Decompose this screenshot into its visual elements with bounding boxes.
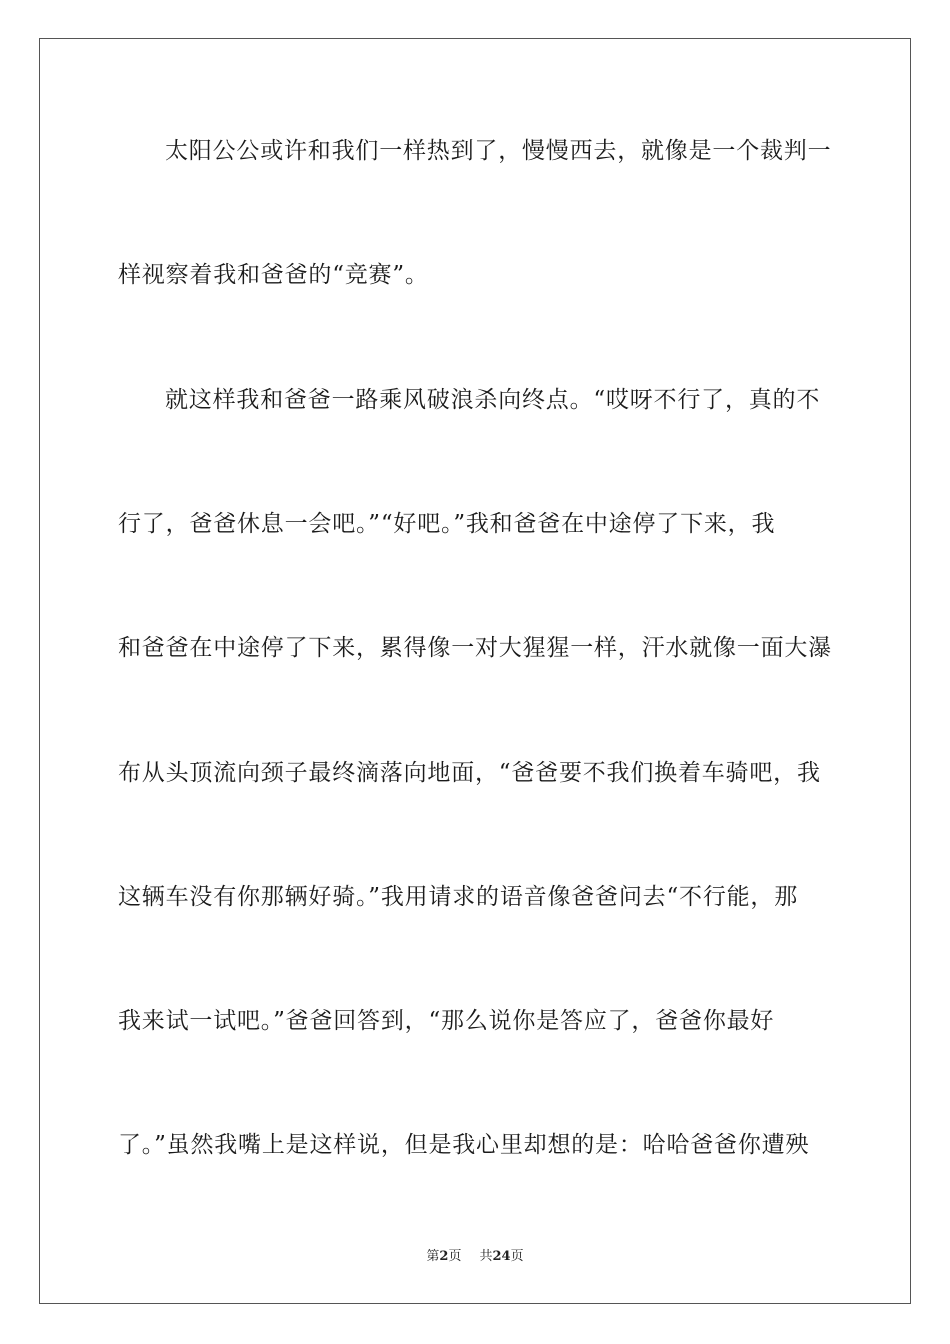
paragraph-1-line-2: 样视察着我和爸爸的“竞赛”。 bbox=[118, 262, 429, 288]
paragraph-2-line-1: 就这样我和爸爸一路乘风破浪杀向终点。“哎呀不行了，真的不 bbox=[165, 387, 821, 413]
paragraph-2-line-6: 我来试一试吧。”爸爸回答到，“那么说你是答应了，爸爸你最好 bbox=[118, 1008, 775, 1034]
page-number: 第2页 bbox=[426, 1249, 462, 1264]
paragraph-2-line-7: 了。”虽然我嘴上是这样说，但是我心里却想的是：哈哈爸爸你遭殃 bbox=[118, 1132, 810, 1158]
paragraph-2-line-3: 和爸爸在中途停了下来，累得像一对大猩猩一样，汗水就像一面大瀑 bbox=[118, 635, 832, 661]
paragraph-2-line-4: 布从头顶流向颈子最终滴落向地面，“爸爸要不我们换着车骑吧，我 bbox=[118, 760, 821, 786]
paragraph-2-line-5: 这辆车没有你那辆好骑。”我用请求的语音像爸爸问去“不行能，那 bbox=[118, 884, 799, 910]
paragraph-1-line-1: 太阳公公或许和我们一样热到了，慢慢西去，就像是一个裁判一 bbox=[165, 138, 832, 164]
page-total: 共24页 bbox=[479, 1249, 524, 1264]
page-footer bbox=[0, 1248, 950, 1266]
page-border bbox=[39, 38, 911, 1304]
paragraph-2-line-2: 行了，爸爸休息一会吧。”“好吧。”我和爸爸在中途停了下来，我 bbox=[118, 511, 776, 537]
